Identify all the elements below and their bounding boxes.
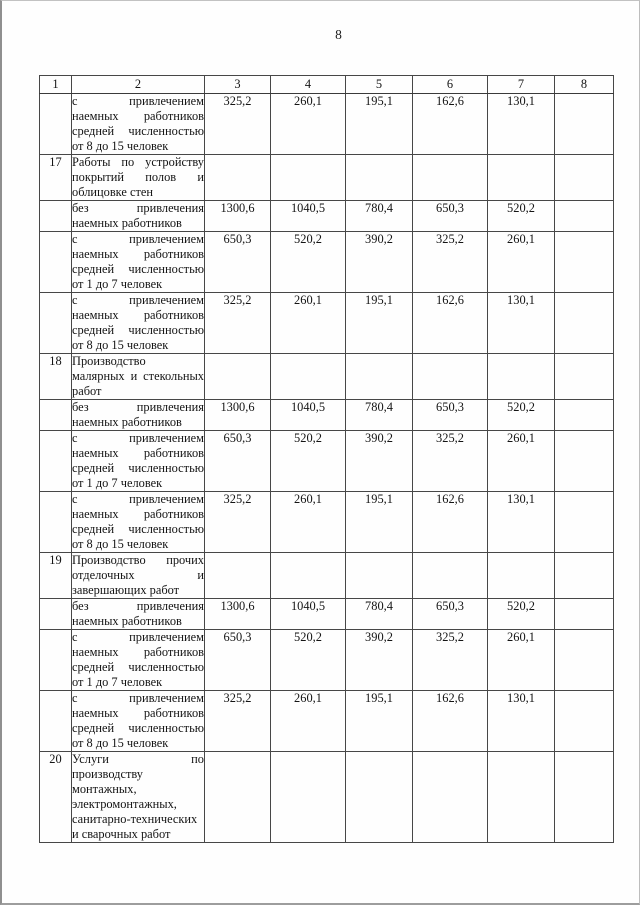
row-number-cell: 20 (40, 752, 72, 843)
value-cell: 650,3 (413, 201, 488, 232)
table-header-row (40, 76, 614, 94)
value-cell: 780,4 (346, 201, 413, 232)
description-cell (72, 691, 205, 752)
description-line: наемных работников (72, 247, 204, 261)
description-line: без привлечения (72, 201, 204, 215)
row-number-cell (40, 599, 72, 630)
value-cell: 520,2 (271, 431, 346, 492)
empty-cell (555, 691, 614, 752)
description-line: наемных работников (72, 446, 204, 460)
column-header: 1 (40, 76, 72, 94)
value-cell: 162,6 (413, 94, 488, 155)
description-line: наемных работников (72, 645, 204, 659)
value-cell: 650,3 (413, 599, 488, 630)
value-cell: 162,6 (413, 691, 488, 752)
value-cell: 650,3 (413, 400, 488, 431)
table-row (40, 155, 614, 201)
value-cell: 162,6 (413, 492, 488, 553)
value-cell: 260,1 (271, 691, 346, 752)
value-cell: 650,3 (205, 232, 271, 293)
value-cell: 520,2 (488, 599, 555, 630)
empty-cell (346, 155, 413, 201)
column-header: 7 (488, 76, 555, 94)
description-line: монтажных, (72, 782, 137, 796)
row-number-cell (40, 201, 72, 232)
empty-cell (488, 354, 555, 400)
value-cell: 260,1 (488, 232, 555, 293)
description-line: и сварочных работ (72, 827, 171, 841)
row-number-cell (40, 630, 72, 691)
table-row (40, 553, 614, 599)
table-row (40, 354, 614, 400)
empty-cell (555, 752, 614, 843)
value-cell: 260,1 (271, 492, 346, 553)
value-cell: 325,2 (205, 492, 271, 553)
description-line: отделочных и (72, 568, 204, 582)
row-number-cell: 19 (40, 553, 72, 599)
value-cell: 780,4 (346, 599, 413, 630)
description-line: завершающих работ (72, 583, 180, 597)
row-number-cell (40, 232, 72, 293)
table-row (40, 94, 614, 155)
description-cell (72, 492, 205, 553)
table-row (40, 630, 614, 691)
empty-cell (555, 400, 614, 431)
empty-cell (555, 599, 614, 630)
table-row (40, 752, 614, 843)
row-number-cell (40, 400, 72, 431)
empty-cell (413, 752, 488, 843)
description-cell (72, 400, 205, 431)
description-line: электромонтажных, (72, 797, 177, 811)
column-header: 6 (413, 76, 488, 94)
description-line: средней численностью (72, 124, 204, 138)
empty-cell (205, 752, 271, 843)
table-row (40, 232, 614, 293)
value-cell: 260,1 (271, 94, 346, 155)
description-cell (72, 752, 205, 843)
table-header (40, 76, 614, 94)
description-line: покрытий полов и (72, 170, 204, 184)
row-number-cell (40, 293, 72, 354)
description-cell (72, 599, 205, 630)
description-line: с привлечением (72, 492, 204, 506)
row-number-cell (40, 691, 72, 752)
description-line: с привлечением (72, 630, 204, 644)
description-line: средней численностью (72, 323, 204, 337)
description-cell (72, 232, 205, 293)
empty-cell (555, 94, 614, 155)
table-row (40, 492, 614, 553)
description-line: от 1 до 7 человек (72, 476, 163, 490)
empty-cell (271, 155, 346, 201)
description-line: малярных и стекольных (72, 369, 204, 383)
column-header: 3 (205, 76, 271, 94)
description-line: без привлечения (72, 599, 204, 613)
description-line: средней численностью (72, 461, 204, 475)
empty-cell (555, 492, 614, 553)
row-number-cell: 18 (40, 354, 72, 400)
value-cell: 325,2 (205, 691, 271, 752)
empty-cell (555, 431, 614, 492)
description-line: от 8 до 15 человек (72, 736, 169, 750)
value-cell: 260,1 (488, 431, 555, 492)
description-cell (72, 94, 205, 155)
empty-cell (488, 553, 555, 599)
description-line: от 8 до 15 человек (72, 537, 169, 551)
value-cell: 325,2 (205, 94, 271, 155)
description-cell (72, 293, 205, 354)
table-row (40, 293, 614, 354)
empty-cell (346, 752, 413, 843)
value-cell: 650,3 (205, 630, 271, 691)
empty-cell (205, 155, 271, 201)
value-cell: 1300,6 (205, 400, 271, 431)
description-line: с привлечением (72, 691, 204, 705)
description-line: от 1 до 7 человек (72, 675, 163, 689)
description-line: Услуги по (72, 752, 204, 766)
description-line: наемных работников (72, 216, 182, 230)
description-cell (72, 431, 205, 492)
value-cell: 195,1 (346, 691, 413, 752)
description-line: Работы по устройству (72, 155, 204, 169)
description-line: с привлечением (72, 293, 204, 307)
description-line: работ (72, 384, 102, 398)
empty-cell (205, 553, 271, 599)
table-row (40, 431, 614, 492)
empty-cell (488, 155, 555, 201)
value-cell: 520,2 (488, 400, 555, 431)
empty-cell (555, 354, 614, 400)
description-line: наемных работников (72, 507, 204, 521)
description-line: средней численностью (72, 660, 204, 674)
page-number: 8 (335, 27, 342, 42)
empty-cell (413, 354, 488, 400)
empty-cell (413, 553, 488, 599)
value-cell: 1040,5 (271, 599, 346, 630)
row-number-cell: 17 (40, 155, 72, 201)
description-line: наемных работников (72, 614, 182, 628)
value-cell: 130,1 (488, 691, 555, 752)
empty-cell (346, 553, 413, 599)
empty-cell (555, 630, 614, 691)
description-cell (72, 155, 205, 201)
row-number-cell (40, 492, 72, 553)
empty-cell (555, 293, 614, 354)
value-cell: 390,2 (346, 630, 413, 691)
description-line: производству (72, 767, 143, 781)
description-line: наемных работников (72, 415, 182, 429)
table-row (40, 400, 614, 431)
column-header: 5 (346, 76, 413, 94)
row-number-cell (40, 94, 72, 155)
description-line: с привлечением (72, 431, 204, 445)
value-cell: 520,2 (271, 232, 346, 293)
value-cell: 195,1 (346, 94, 413, 155)
value-cell: 1040,5 (271, 201, 346, 232)
value-cell: 325,2 (413, 232, 488, 293)
value-cell: 130,1 (488, 492, 555, 553)
description-line: с привлечением (72, 232, 204, 246)
empty-cell (488, 752, 555, 843)
value-cell: 325,2 (413, 630, 488, 691)
description-line: от 1 до 7 человек (72, 277, 163, 291)
description-line: облицовке стен (72, 185, 154, 199)
value-cell: 195,1 (346, 293, 413, 354)
empty-cell (555, 232, 614, 293)
description-line: от 8 до 15 человек (72, 338, 169, 352)
empty-cell (413, 155, 488, 201)
empty-cell (271, 553, 346, 599)
column-header: 2 (72, 76, 205, 94)
row-number-cell (40, 431, 72, 492)
table-body (40, 94, 614, 843)
value-cell: 1300,6 (205, 201, 271, 232)
empty-cell (205, 354, 271, 400)
description-line: без привлечения (72, 400, 204, 414)
value-cell: 325,2 (413, 431, 488, 492)
table-row (40, 691, 614, 752)
value-cell: 520,2 (271, 630, 346, 691)
description-line: средней численностью (72, 522, 204, 536)
description-cell (72, 201, 205, 232)
value-cell: 650,3 (205, 431, 271, 492)
description-line: с привлечением (72, 94, 204, 108)
empty-cell (555, 553, 614, 599)
empty-cell (555, 201, 614, 232)
value-cell: 1300,6 (205, 599, 271, 630)
description-line: наемных работников (72, 308, 204, 322)
value-cell: 390,2 (346, 232, 413, 293)
empty-cell (271, 354, 346, 400)
description-cell (72, 553, 205, 599)
description-line: наемных работников (72, 109, 204, 123)
empty-cell (346, 354, 413, 400)
value-cell: 130,1 (488, 94, 555, 155)
description-line: средней численностью (72, 721, 204, 735)
description-line: Производство (72, 354, 146, 368)
value-cell: 195,1 (346, 492, 413, 553)
value-cell: 1040,5 (271, 400, 346, 431)
description-line: наемных работников (72, 706, 204, 720)
table-row (40, 201, 614, 232)
table-row (40, 599, 614, 630)
value-cell: 260,1 (271, 293, 346, 354)
description-cell (72, 630, 205, 691)
value-cell: 520,2 (488, 201, 555, 232)
value-cell: 325,2 (205, 293, 271, 354)
value-cell: 390,2 (346, 431, 413, 492)
tariff-table (39, 75, 614, 843)
value-cell: 260,1 (488, 630, 555, 691)
value-cell: 130,1 (488, 293, 555, 354)
value-cell: 780,4 (346, 400, 413, 431)
description-line: средней численностью (72, 262, 204, 276)
description-line: Производство прочих (72, 553, 204, 567)
description-line: от 8 до 15 человек (72, 139, 169, 153)
description-cell (72, 354, 205, 400)
empty-cell (271, 752, 346, 843)
column-header: 4 (271, 76, 346, 94)
empty-cell (555, 155, 614, 201)
value-cell: 162,6 (413, 293, 488, 354)
description-line: санитарно-технических (72, 812, 198, 826)
column-header: 8 (555, 76, 614, 94)
